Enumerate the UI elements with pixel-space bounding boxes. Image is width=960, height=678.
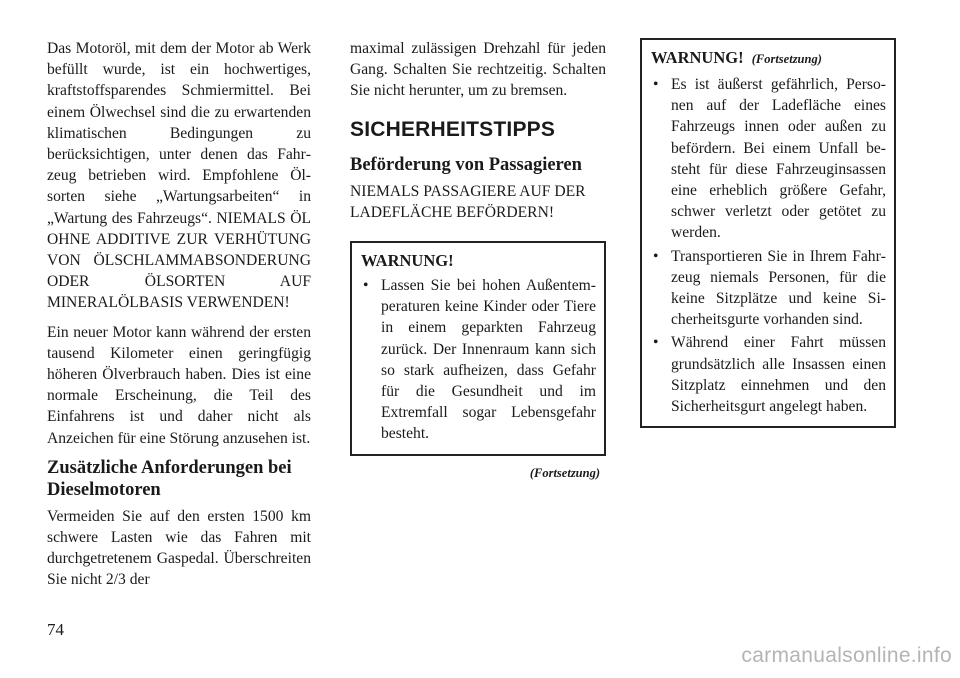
column-left bbox=[47, 38, 311, 591]
warning-item bbox=[651, 246, 886, 331]
warning-item bbox=[651, 332, 886, 417]
warning-item-text: Lassen Sie bei hohen Außentemperaturen keine Kinder oder Tiere in einem geparkten Fahrzeug zurück. Der Innenraum kann sich so stark aufheizen, dass Gefahr für die Gesundheit und im Extremfall sogar Lebensgefahr besteht. bbox=[381, 277, 596, 443]
section-title-safety-tips: SICHERHEITSTIPPS bbox=[350, 117, 556, 141]
bullet-icon: • bbox=[653, 76, 659, 93]
warning-item-text: Transportieren Sie in Ihrem Fahrzeug niemals Personen, für die keine Sitzplätze und keine Sicherheitsgurte vorhanden sind. bbox=[671, 247, 886, 329]
column-right bbox=[640, 38, 896, 428]
paragraph-motor-oil: Das Motoröl, mit dem der Motor ab Werk befüllt wurde, ist ein hochwertiges, kraftstoffsparendes Schmiermittel. Bei einem Ölwechsel sind die zu erwartenden klimatischen Bedingungen zu berücksichtigen, unter denen das Fahrzeug betrieben wird. Empfohlene Ölsorten siehe „Wartungsarbeiten“ in „Wartung des Fahrzeugs“. NIEMALS ÖL OHNE ADDITIVE ZUR VERHÜTUNG VON ÖLSCHLAMMABSONDERUNG ODER ÖLSORTEN AUF MINERALÖLBASIS VERWENDEN! bbox=[47, 40, 311, 312]
paragraph-no-passengers-cargo: NIEMALS PASSAGIERE AUF DER LADEFLÄCHE BEFÖRDERN! bbox=[350, 182, 586, 221]
paragraph-rpm-continued: maximal zulässigen Drehzahl für jeden Gang. Schalten Sie rechtzeitig. Schalten Sie nicht herunter, um zu bremsen. bbox=[350, 40, 606, 100]
page-number: 74 bbox=[47, 620, 64, 639]
warning-item bbox=[651, 74, 886, 244]
warning-title bbox=[651, 47, 886, 70]
watermark: carmanualsonline.info bbox=[741, 644, 952, 667]
paragraph-oil-consumption: Ein neuer Motor kann während der ersten tausend Kilometer einen geringfügig höheren Ölverbrauch haben. Dies ist eine normale Erscheinung, die Teil des Einfahrens ist und daher nicht als Anzeichen für eine Störung anzusehen ist. bbox=[47, 323, 311, 447]
heading-passenger-transport: Beförderung von Passagieren bbox=[350, 154, 582, 175]
warning-item-text: Während einer Fahrt müssen grundsätzlich alle Insassen einen Sitzplatz einnehmen und den Sicherheitsgurt angelegt haben. bbox=[671, 334, 886, 416]
bullet-icon: • bbox=[653, 247, 659, 265]
warning-continued-label: (Fortsetzung) bbox=[751, 52, 822, 66]
warning-list bbox=[361, 275, 596, 445]
warning-title: WARNUNG! bbox=[361, 251, 454, 271]
bullet-icon: • bbox=[653, 334, 659, 352]
bullet-icon: • bbox=[363, 277, 369, 295]
continued-note: (Fortsetzung) bbox=[529, 465, 600, 480]
warning-box bbox=[350, 241, 606, 456]
warning-list bbox=[651, 74, 886, 417]
heading-diesel-requirements: Zusätzliche Anforderungen bei Dieselmotoren bbox=[47, 457, 292, 500]
warning-item-text: Es ist äußerst gefährlich, Personen auf der Ladefläche eines Fahrzeugs innen oder außen zu befördern. Bei einem Unfall besteht für diese Fahrzeuginsassen eine erheblich größere Gefahr, schwer verletzt oder getötet zu werden. bbox=[671, 76, 886, 242]
warning-box-continued bbox=[640, 38, 896, 428]
warning-title-text: WARNUNG! bbox=[651, 48, 744, 67]
column-middle bbox=[350, 38, 606, 481]
warning-item bbox=[361, 275, 596, 445]
paragraph-diesel-break-in: Vermeiden Sie auf den ersten 1500 km schwere Lasten wie das Fahren mit durchgetretenem Gaspedal. Überschreiten Sie nicht 2/3 der bbox=[47, 507, 311, 589]
